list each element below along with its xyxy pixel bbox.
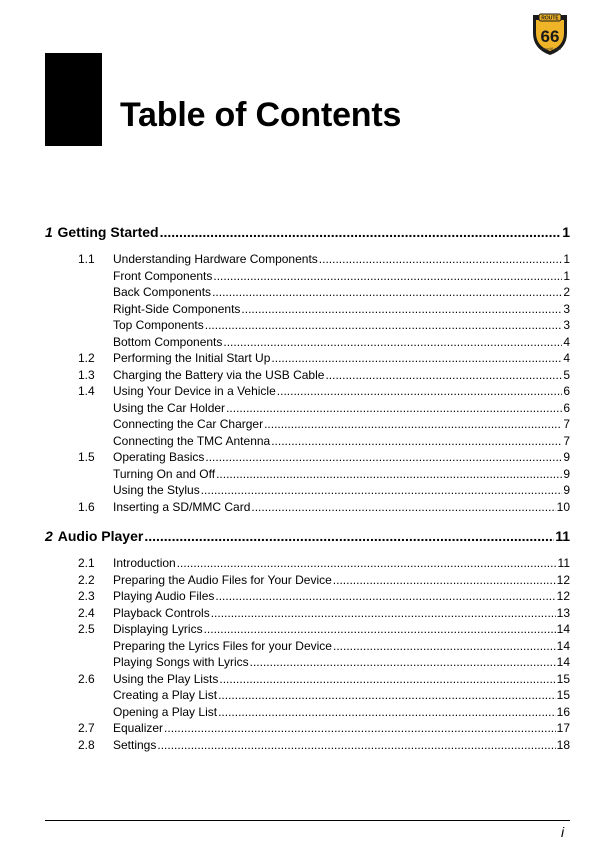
toc-subsection-row[interactable] — [45, 417, 570, 434]
chapter-spacer — [45, 516, 570, 528]
dot-leader — [271, 351, 562, 365]
chapter-page: 1 — [562, 224, 570, 240]
toc-section-row[interactable] — [45, 450, 570, 467]
section-page: 1 — [563, 268, 570, 283]
section-title[interactable]: Understanding Hardware Components — [113, 252, 318, 266]
section-title[interactable]: Preparing the Lyrics Files for your Device — [113, 638, 332, 653]
section-number: 1.6 — [78, 499, 95, 514]
section-page: 3 — [563, 318, 570, 332]
section-page: 16 — [556, 704, 570, 719]
dot-leader — [211, 606, 556, 620]
dot-leader — [205, 318, 563, 332]
section-title[interactable]: Preparing the Audio Files for Your Device — [113, 572, 332, 587]
chapter-number: 1 — [45, 224, 53, 240]
section-page: 4 — [563, 351, 570, 365]
section-number: 1.4 — [78, 384, 95, 398]
section-page: 6 — [563, 384, 570, 398]
section-number: 2.8 — [78, 737, 95, 752]
toc-subsection-row[interactable] — [45, 655, 570, 672]
section-title[interactable]: Inserting a SD/MMC Card — [113, 499, 251, 514]
toc-section-row[interactable] — [45, 738, 570, 755]
dot-leader — [277, 384, 563, 398]
toc-subsection-row[interactable] — [45, 302, 570, 319]
dot-leader — [251, 500, 555, 514]
dot-leader — [319, 252, 563, 266]
section-title[interactable]: Using the Stylus — [113, 483, 200, 497]
section-number: 1.1 — [78, 252, 95, 266]
chapter-title[interactable]: Audio Player — [57, 528, 144, 544]
section-page: 2 — [563, 285, 570, 299]
dot-leader — [333, 573, 556, 587]
dot-leader — [218, 705, 556, 719]
dot-leader — [204, 622, 556, 636]
dot-leader — [201, 483, 563, 497]
toc-section-row[interactable] — [45, 606, 570, 623]
section-title[interactable]: Back Components — [113, 285, 212, 299]
dot-leader — [223, 335, 562, 349]
section-number: 2.4 — [78, 605, 95, 620]
toc-section-row[interactable] — [45, 721, 570, 738]
toc-subsection-row[interactable] — [45, 639, 570, 656]
dot-leader — [144, 528, 554, 544]
dot-leader — [250, 655, 556, 669]
section-number: 1.5 — [78, 450, 95, 464]
dot-leader — [226, 401, 562, 415]
dot-leader — [215, 589, 555, 603]
toc-section-row[interactable] — [45, 351, 570, 368]
dot-leader — [264, 417, 562, 431]
dot-leader — [216, 467, 562, 481]
section-number: 2.2 — [78, 572, 95, 587]
dot-leader — [212, 285, 562, 299]
section-page: 10 — [556, 499, 570, 514]
chapter-number: 2 — [45, 528, 53, 544]
table-of-contents — [45, 224, 570, 754]
toc-subsection-row[interactable] — [45, 318, 570, 335]
section-title[interactable]: Creating a Play List — [113, 688, 218, 702]
section-title[interactable]: Right-Side Components — [113, 301, 241, 316]
section-page: 14 — [556, 655, 570, 669]
section-title[interactable]: Playing Audio Files — [113, 589, 215, 603]
section-title[interactable]: Performing the Initial Start Up — [113, 351, 271, 365]
section-title[interactable]: Front Components — [113, 268, 213, 283]
section-title[interactable]: Charging the Battery via the USB Cable — [113, 367, 325, 382]
section-title[interactable]: Using the Play Lists — [113, 671, 219, 686]
section-title[interactable]: Using Your Device in a Vehicle — [113, 384, 276, 398]
section-number: 1.3 — [78, 367, 95, 382]
dot-leader — [271, 434, 562, 448]
section-number: 2.6 — [78, 671, 95, 686]
logo-sub-text: www.66.com — [541, 47, 561, 51]
dot-leader — [219, 672, 555, 686]
section-title[interactable]: Top Components — [113, 318, 204, 332]
section-title[interactable]: Settings — [113, 737, 157, 752]
section-page: 6 — [563, 400, 570, 415]
toc-section-row[interactable] — [45, 500, 570, 517]
section-number: 2.5 — [78, 622, 95, 636]
toc-section-row[interactable] — [45, 252, 570, 269]
dot-leader — [177, 556, 557, 570]
section-page: 18 — [556, 737, 570, 752]
toc-subsection-row[interactable] — [45, 467, 570, 484]
toc-subsection-row[interactable] — [45, 269, 570, 286]
toc-section-row[interactable] — [45, 384, 570, 401]
section-page: 1 — [563, 252, 570, 266]
toc-chapter-row[interactable] — [45, 528, 570, 548]
section-page: 14 — [556, 622, 570, 636]
section-page: 7 — [563, 417, 570, 431]
dot-leader — [241, 302, 562, 316]
section-page: 15 — [556, 688, 570, 702]
section-page: 7 — [563, 433, 570, 448]
dot-leader — [325, 368, 562, 382]
section-number: 1.2 — [78, 351, 95, 365]
logo-top-text: ROUTE — [541, 15, 559, 22]
logo-number: 66 — [540, 27, 560, 46]
dot-leader — [164, 721, 556, 735]
section-page: 3 — [563, 301, 570, 316]
toc-section-row[interactable] — [45, 672, 570, 689]
section-page: 14 — [556, 638, 570, 653]
section-page: 9 — [563, 450, 570, 464]
toc-subsection-row[interactable] — [45, 401, 570, 418]
section-number: 2.7 — [78, 721, 95, 735]
section-page: 5 — [563, 367, 570, 382]
toc-subsection-row[interactable] — [45, 434, 570, 451]
section-title[interactable]: Opening a Play List — [113, 704, 218, 719]
toc-section-row[interactable] — [45, 622, 570, 639]
chapter-block-decoration — [45, 53, 102, 146]
page-title: Table of Contents — [120, 96, 402, 134]
section-page: 12 — [556, 572, 570, 587]
section-title[interactable]: Connecting the Car Charger — [113, 417, 264, 431]
toc-subsection-row[interactable] — [45, 705, 570, 722]
section-title[interactable]: Playback Controls — [113, 605, 210, 620]
dot-leader — [160, 224, 562, 240]
toc-section-row[interactable] — [45, 556, 570, 573]
toc-subsection-row[interactable] — [45, 688, 570, 705]
section-title[interactable]: Introduction — [113, 556, 176, 570]
section-page: 9 — [563, 466, 570, 481]
section-page: 17 — [556, 721, 570, 735]
section-page: 12 — [556, 589, 570, 603]
section-title[interactable]: Equalizer — [113, 721, 164, 735]
section-title[interactable]: Connecting the TMC Antenna — [113, 433, 271, 448]
section-page: 11 — [557, 556, 570, 570]
dot-leader — [218, 688, 556, 702]
toc-subsection-row[interactable] — [45, 483, 570, 500]
toc-section-row[interactable] — [45, 573, 570, 590]
chapter-page: 11 — [555, 528, 570, 544]
toc-subsection-row[interactable] — [45, 335, 570, 352]
section-page: 9 — [563, 483, 570, 497]
section-page: 15 — [556, 671, 570, 686]
toc-subsection-row[interactable] — [45, 285, 570, 302]
section-title[interactable]: Displaying Lyrics — [113, 622, 203, 636]
section-title[interactable]: Using the Car Holder — [113, 400, 226, 415]
section-number: 2.3 — [78, 589, 95, 603]
section-title[interactable]: Bottom Components — [113, 334, 223, 349]
section-page: 4 — [563, 334, 570, 349]
section-title[interactable]: Operating Basics — [113, 450, 205, 464]
section-title[interactable]: Playing Songs with Lyrics — [113, 655, 249, 669]
dot-leader — [213, 269, 562, 283]
section-title[interactable]: Turning On and Off — [113, 466, 216, 481]
dot-leader — [157, 738, 555, 752]
footer-divider — [45, 820, 570, 821]
section-page: 13 — [556, 605, 570, 620]
dot-leader — [333, 639, 556, 653]
dot-leader — [205, 450, 562, 464]
chapter-title[interactable]: Getting Started — [57, 224, 159, 240]
page-number: i — [561, 824, 565, 840]
section-number: 2.1 — [78, 556, 95, 570]
toc-section-row[interactable] — [45, 589, 570, 606]
toc-chapter-row[interactable] — [45, 224, 570, 244]
toc-section-row[interactable] — [45, 368, 570, 385]
